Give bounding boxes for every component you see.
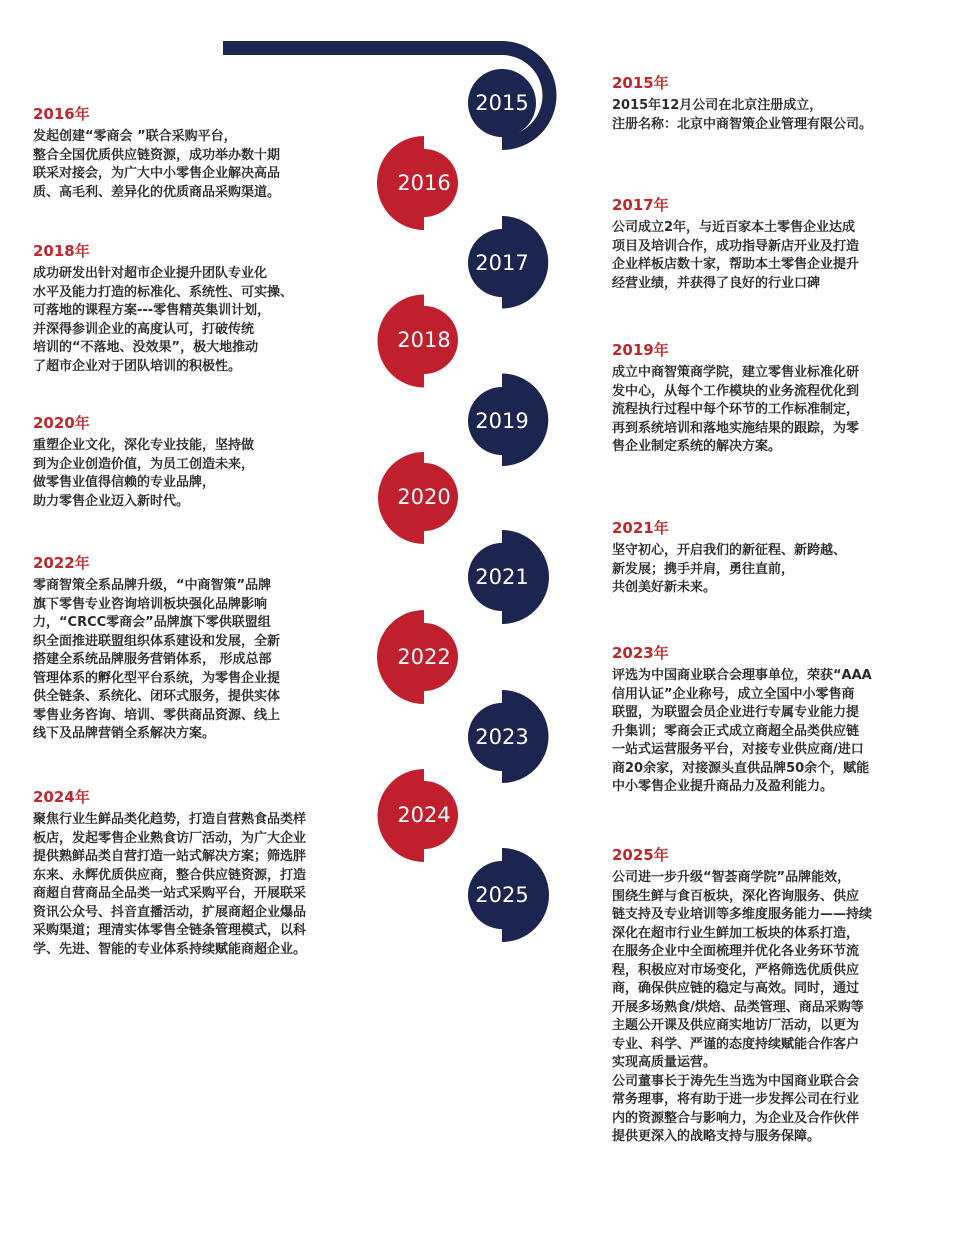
year-circle-label: 2020 (397, 485, 451, 509)
year-circle-label: 2017 (475, 251, 529, 275)
entry-2016 (33, 105, 363, 202)
entry-text: 评选为中国商业联合会理事单位，荣获“AAA 信用认证”企业称号，成立全国中小零售商 联盟，为联盟会员企业进行专属专业能力提 升集训；零商会正式成立商超全品类供应链 一站式运营服务平台，对接专业供应商/进口 商20余家，对接源头直供品牌50余个，赋能 中小零售企业提升商品力及盈利能力。 (612, 668, 872, 794)
year-circle-label: 2016 (397, 171, 451, 195)
entry-text: 成立中商智策商学院，建立零售业标准化研 发中心，从每个工作模块的业务流程优化到 流程执行过程中每个环节的工作标准制定， 再到系统培训和落地实施结果的跟踪，为零 售企业制定系统的解决方案。 (612, 365, 860, 454)
entry-year: 2016年 (33, 105, 90, 123)
entry-year: 2020年 (33, 414, 90, 432)
entry-year: 2023年 (612, 644, 669, 662)
entry-2023 (612, 644, 942, 797)
entry-text: 聚焦行业生鲜品类化趋势，打造自营熟食品类样 板店，发起零售企业熟食访厂活动，为广大企业 提供熟鲜品类自营打造一站式解决方案；筛选胖 东来、永辉优质供应商，整合供应链资源，打造 商超自营商品全品类一站式采购平台，开展联采 资讯公众号、抖音直播活动，扩展商超企业爆品 采购渠道；理清实体零售全链条管理模式，以科 学、先进、智能的专业体系持续赋能商超企业。 (33, 812, 307, 957)
year-circle-label: 2024 (397, 803, 451, 827)
entry-text: 坚守初心，开启我们的新征程、新跨越、 新发展；携手并肩，勇往直前， 共创美好新未来。 (612, 543, 847, 595)
year-circle-label: 2022 (397, 645, 451, 669)
year-circle-label: 2021 (475, 565, 529, 589)
entry-text: 零商智策全系品牌升级，“中商智策”品牌 旗下零售专业咨询培训板块强化品牌影响 力，“CRCC零商会”品牌旗下零供联盟组 织全面推进联盟组织体系建设和发展，全新 搭建全系统品牌服务营销体系， 形成总部 管理体系的孵化型平台系统，为零售企业提 供全链条、系统化、闭环式服务，提供实体 零售业务咨询、培训、零供商品资源、线上 线下及品牌营销全系解决方案。 (33, 578, 281, 741)
year-circle-label: 2019 (475, 409, 529, 433)
entry-text: 发起创建“零商会 ”联合采购平台， 整合全国优质供应链资源，成功举办数十期 联采对接会，为广大中小零售企业解决高品 质、高毛利、差异化的优质商品采购渠道。 (33, 129, 281, 200)
entry-2022 (33, 554, 363, 744)
entry-2015 (612, 74, 942, 134)
entry-2020 (33, 414, 363, 511)
entry-year: 2021年 (612, 519, 669, 537)
year-circle-label: 2015 (475, 91, 529, 115)
entry-text: 公司进一步升级“智荟商学院”品牌能效， 围绕生鲜与食百板块，深化咨询服务、供应 链支持及专业培训等多维度服务能力——持续 深化在超市行业生鲜加工板块的体系打造， 在服务企业中全面梳理并优化各业务环节流 程，积极应对市场变化，严格筛选优质供应 商，确保供应链的稳定与高效。同时，通过 开展多场熟食/烘焙、品类管理、商品采购等 主题公开课及供应商实地访厂活动，以更为 专业、科学、严谨的态度持续赋能合作客户 实现高质量运营。 公司董事长于涛先生当选为中国商业联合会 常务理事，将有助于进一步发挥公司在行业 内的资源整合与影响力，为企业及合作伙伴 提供更深入的战略支持与服务保障。 (612, 870, 873, 1144)
entry-text: 重塑企业文化，深化专业技能，坚持做 到为企业创造价值，为员工创造未来， 做零售业值得信赖的专业品牌， 助力零售企业迈入新时代。 (33, 438, 255, 509)
entry-2021 (612, 519, 942, 598)
entry-2018 (33, 242, 363, 376)
entry-text: 2015年12月公司在北京注册成立， 注册名称：北京中商智策企业管理有限公司。 (612, 98, 873, 132)
entry-2024 (33, 788, 363, 959)
entry-year: 2018年 (33, 242, 90, 260)
year-circle-label: 2025 (475, 883, 529, 907)
entry-year: 2019年 (612, 341, 669, 359)
entry-text: 成功研发出针对超市企业提升团队专业化 水平及能力打造的标准化、系统性、可实操、 可落地的课程方案---零售精英集训计划， 并深得参训企业的高度认可，打破传统 培训的“不落地、没效果”，极大地推动 了超市企业对于团队培训的积极性。 (33, 266, 294, 374)
year-circle-label: 2018 (397, 328, 451, 352)
entry-text: 公司成立2年，与近百家本土零售企业达成 项目及培训合作，成功指导新店开业及打造 企业样板店数十家，帮助本土零售企业提升 经营业绩，并获得了良好的行业口碑 (612, 220, 860, 291)
entry-2025 (612, 846, 942, 1147)
entry-2017 (612, 196, 942, 293)
year-circle-label: 2023 (475, 725, 529, 749)
entry-year: 2022年 (33, 554, 90, 572)
entry-year: 2025年 (612, 846, 669, 864)
entry-year: 2017年 (612, 196, 669, 214)
entry-year: 2024年 (33, 788, 90, 806)
entry-2019 (612, 341, 942, 457)
entry-year: 2015年 (612, 74, 669, 92)
